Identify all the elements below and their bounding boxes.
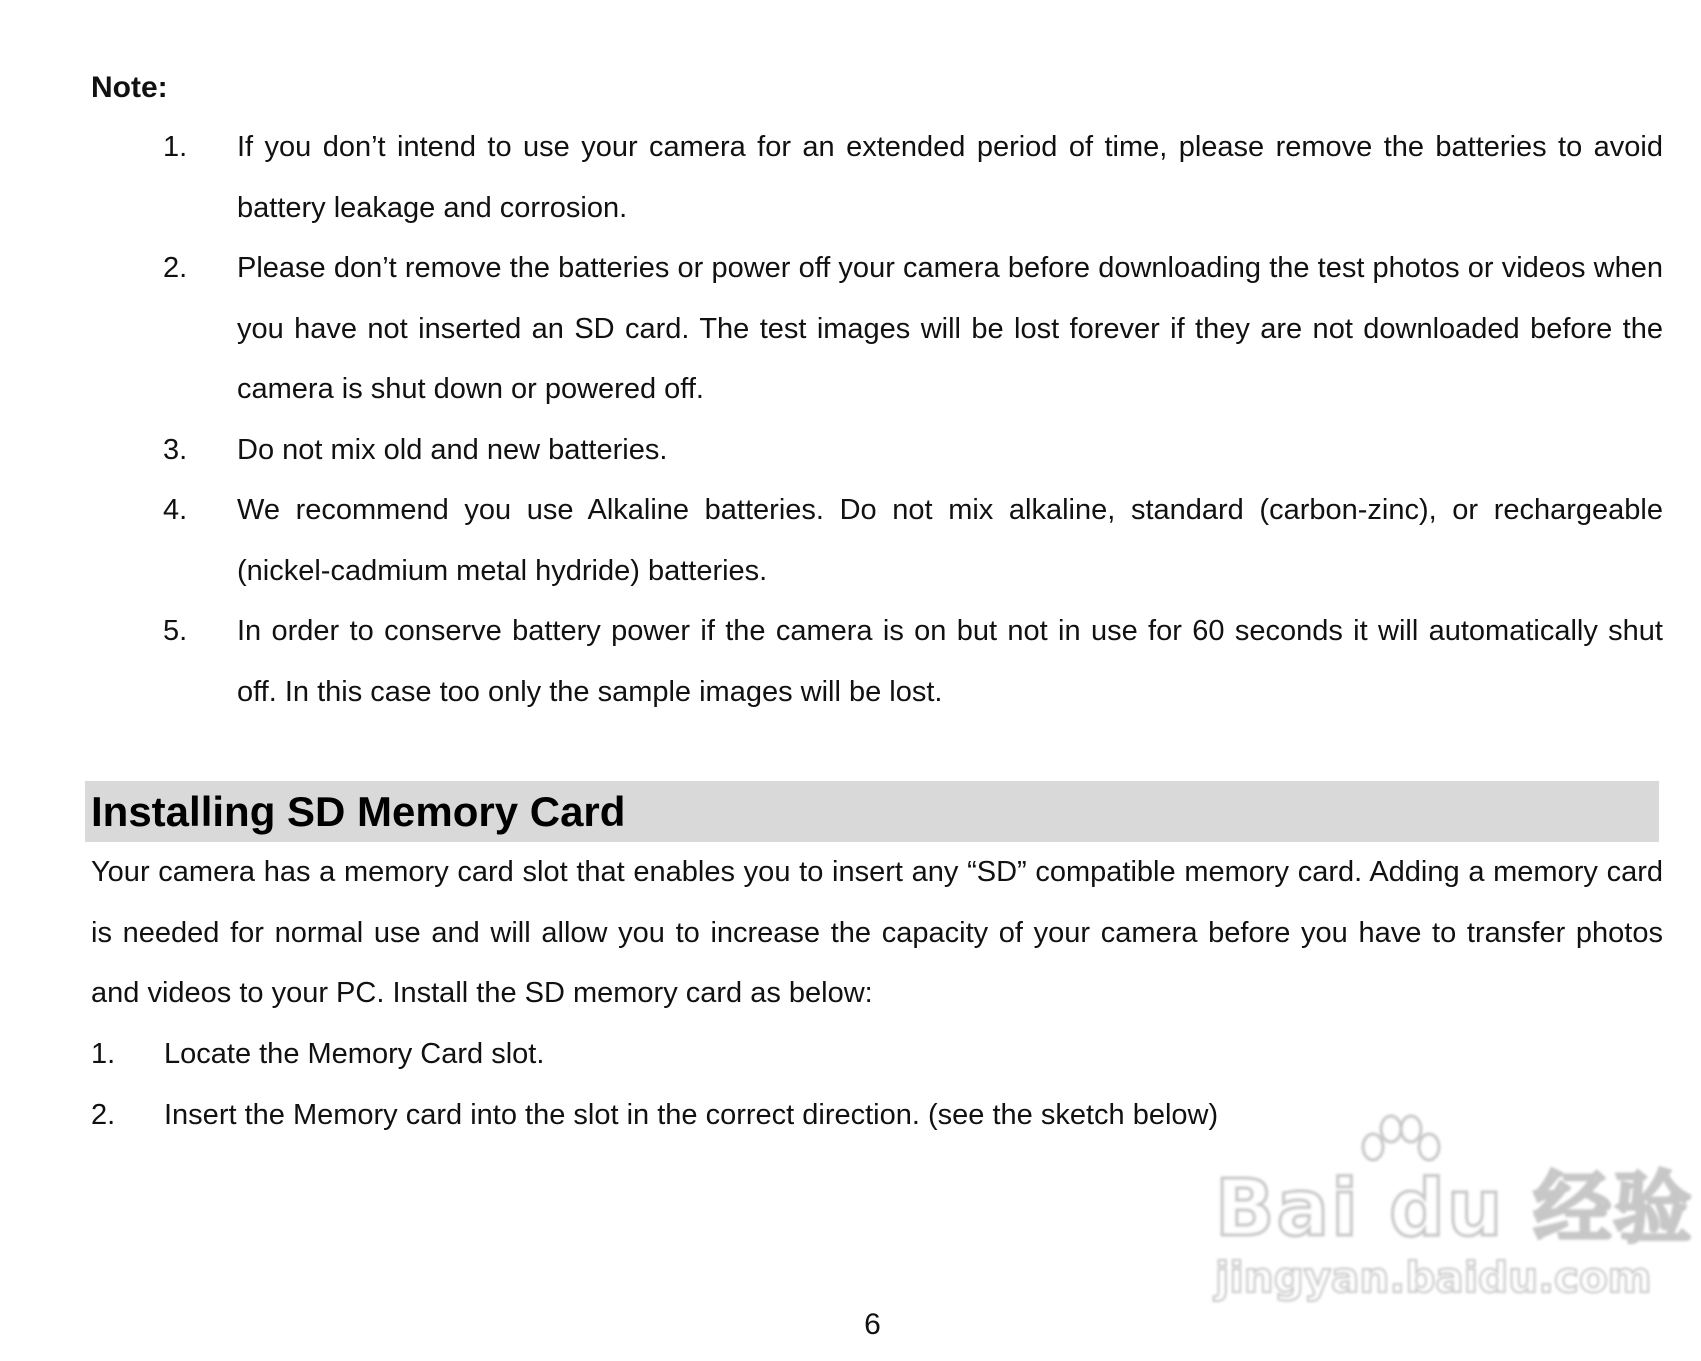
page-number: 6 bbox=[864, 1308, 881, 1341]
note-item-text: If you don’t intend to use your camera for an extended period of time, please remove the batteries to avoid battery leakage and corrosion. bbox=[237, 131, 1663, 224]
step-text: Locate the Memory Card slot. bbox=[164, 1038, 545, 1070]
note-heading: Note: bbox=[91, 71, 168, 104]
note-item-number: 3. bbox=[163, 433, 188, 466]
note-item-4 bbox=[91, 480, 1663, 601]
note-item-text: Please don’t remove the batteries or power off your camera before downloading the test photos or videos when you have not inserted an SD card. The test images will be lost forever if they are not downloaded before the camera is shut down or powered off. bbox=[237, 252, 1663, 405]
note-item-2 bbox=[91, 238, 1663, 420]
step-text: Insert the Memory card into the slot in the correct direction. (see the sketch below) bbox=[164, 1098, 1219, 1131]
watermark-url: jingyan.baidu.com bbox=[1215, 1253, 1652, 1302]
step-item-1 bbox=[91, 1024, 1663, 1085]
watermark-logo: Bai du 经验 bbox=[1215, 1164, 1694, 1254]
step-number: 1. bbox=[91, 1038, 116, 1070]
section-heading-band bbox=[85, 781, 1659, 842]
note-item-number: 4. bbox=[163, 494, 188, 526]
step-number: 2. bbox=[91, 1098, 116, 1131]
note-item-text: In order to conserve battery power if the camera is on but not in use for 60 seconds it will automatically shut off. In this case too only the sample images will be lost. bbox=[237, 615, 1663, 708]
note-item-number: 2. bbox=[163, 252, 188, 284]
note-item-text: Do not mix old and new batteries. bbox=[237, 433, 668, 466]
note-item-5 bbox=[91, 601, 1663, 722]
baidu-watermark bbox=[1215, 1113, 1694, 1313]
note-item-number: 5. bbox=[163, 615, 188, 647]
section-intro: Your camera has a memory card slot that enables you to insert any “SD” compatible memory card. Adding a memory card is needed for normal use and will allow you to increase the capacity of your camera before you have to transfer photos and videos to your PC. Install the SD memory card as below: bbox=[91, 856, 1663, 1009]
note-list bbox=[91, 117, 1663, 722]
note-item-3 bbox=[91, 420, 1663, 481]
section-title: Installing SD Memory Card bbox=[91, 788, 626, 835]
note-item-1 bbox=[91, 117, 1663, 238]
note-item-number: 1. bbox=[163, 131, 188, 163]
note-item-text: We recommend you use Alkaline batteries. Do not mix alkaline, standard (carbon-zinc), or rechargeable (nickel-cadmium metal hydride) batteries. bbox=[237, 494, 1663, 587]
